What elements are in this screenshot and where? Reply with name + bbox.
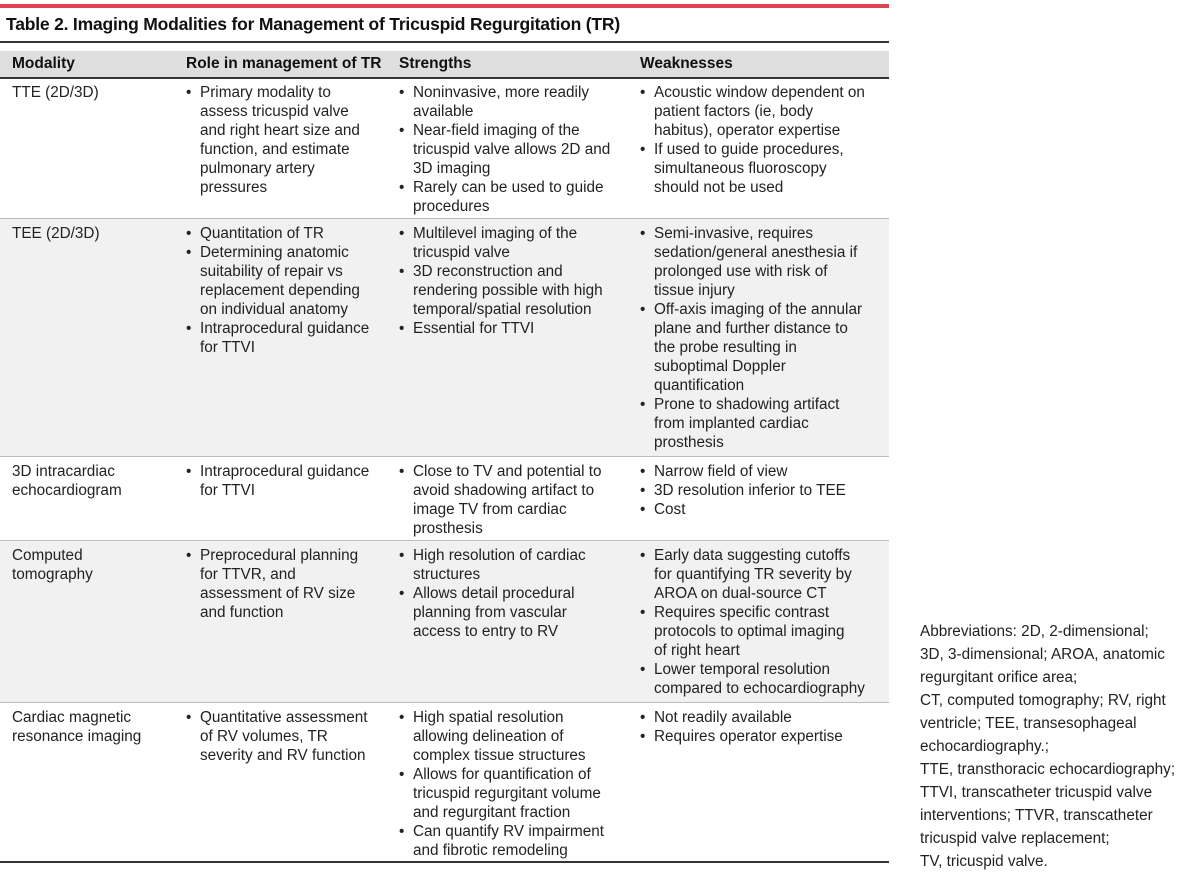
modality-cell: 3D intracardiac echocardiogram [12, 463, 122, 499]
bullet-item: • High resolution of cardiac structures [399, 546, 631, 584]
weaknesses-list [640, 708, 885, 746]
bullet-item: • Determining anatomic suitability of repair vs replacement depending on individual anatomy [186, 243, 391, 319]
strengths-cell [399, 546, 631, 641]
role-list [186, 462, 391, 500]
strengths-cell [399, 83, 631, 216]
bullet-item: • Requires operator expertise [640, 727, 885, 746]
abbreviations-footnote: Abbreviations: 2D, 2-dimensional; 3D, 3-dimensional; AROA, anatomic regurgitant orifice area; CT, computed tomography; RV, right ventricle; TEE, transesophageal echocardiography.; TTE, transthoracic echocardiography; TTVI, transcatheter tricuspid valve interventions; TTVR, transcatheter tricuspid valve replacement; TV, tricuspid valve. [920, 623, 1176, 870]
modality-cell: Cardiac magnetic resonance imaging [12, 709, 142, 745]
column-header-modality: Modality [12, 55, 75, 72]
table-row [0, 541, 889, 702]
bullet-item: • Not readily available [640, 708, 885, 727]
bullet-item: • High spatial resolution allowing delineation of complex tissue structures [399, 708, 631, 765]
strengths-list [399, 546, 631, 641]
role-cell [186, 546, 391, 622]
bullet-item: • Narrow field of view [640, 462, 885, 481]
role-cell [186, 83, 391, 197]
bullet-item: • Allows detail procedural planning from vascular access to entry to RV [399, 584, 631, 641]
bullet-item: • Allows for quantification of tricuspid regurgitant volume and regurgitant fraction [399, 765, 631, 822]
bullet-item: • If used to guide procedures, simultaneous fluoroscopy should not be used [640, 140, 885, 197]
role-list [186, 83, 391, 197]
table-title: Table 2. Imaging Modalities for Management of Tricuspid Regurgitation (TR) [6, 14, 620, 34]
role-cell [186, 462, 391, 500]
modality-cell: TEE (2D/3D) [12, 225, 100, 242]
bullet-item: • Rarely can be used to guide procedures [399, 178, 631, 216]
bullet-item: • Preprocedural planning for TTVR, and assessment of RV size and function [186, 546, 391, 622]
bullet-item: • Acoustic window dependent on patient factors (ie, body habitus), operator expertise [640, 83, 885, 140]
bullet-item: • Cost [640, 500, 885, 519]
strengths-list [399, 708, 631, 860]
column-header-strengths: Strengths [399, 55, 472, 72]
bullet-item: • Early data suggesting cutoffs for quantifying TR severity by AROA on dual-source CT [640, 546, 885, 603]
strengths-list [399, 224, 631, 338]
bullet-item: • Quantitation of TR [186, 224, 391, 243]
bullet-item: • Primary modality to assess tricuspid valve and right heart size and function, and estimate pulmonary artery pressures [186, 83, 391, 197]
weaknesses-cell [640, 708, 885, 746]
bullet-item: • 3D reconstruction and rendering possible with high temporal/spatial resolution [399, 262, 631, 319]
title-accent-bar [0, 4, 889, 8]
strengths-list [399, 83, 631, 216]
bullet-item: • Quantitative assessment of RV volumes, TR severity and RV function [186, 708, 391, 765]
table-bottom-rule [0, 861, 889, 863]
weaknesses-list [640, 546, 885, 698]
bullet-item: • Near-field imaging of the tricuspid valve allows 2D and 3D imaging [399, 121, 631, 178]
table-row [0, 457, 889, 540]
bullet-item: • Intraprocedural guidance for TTVI [186, 462, 391, 500]
bullet-item: • 3D resolution inferior to TEE [640, 481, 885, 500]
modality-cell: Computed tomography [12, 547, 93, 583]
bullet-item: • Noninvasive, more readily available [399, 83, 631, 121]
bullet-item: • Essential for TTVI [399, 319, 631, 338]
table-row [0, 703, 889, 861]
role-list [186, 708, 391, 765]
bullet-item: • Requires specific contrast protocols to optimal imaging of right heart [640, 603, 885, 660]
header-top-rule [0, 41, 889, 43]
bullet-item: • Off-axis imaging of the annular plane and further distance to the probe resulting in suboptimal Doppler quantification [640, 300, 885, 395]
column-header-weaknesses: Weaknesses [640, 55, 733, 72]
table-row [0, 78, 889, 218]
weaknesses-list [640, 83, 885, 197]
strengths-cell [399, 462, 631, 538]
bullet-item: • Lower temporal resolution compared to echocardiography [640, 660, 885, 698]
bullet-item: • Close to TV and potential to avoid shadowing artifact to image TV from cardiac prosthesis [399, 462, 631, 538]
bullet-item: • Prone to shadowing artifact from implanted cardiac prosthesis [640, 395, 885, 452]
bullet-item: • Semi-invasive, requires sedation/general anesthesia if prolonged use with risk of tissue injury [640, 224, 885, 300]
role-list [186, 546, 391, 622]
role-list [186, 224, 391, 357]
table-row [0, 219, 889, 456]
weaknesses-cell [640, 224, 885, 452]
bullet-item: • Can quantify RV impairment and fibrotic remodeling [399, 822, 631, 860]
weaknesses-list [640, 224, 885, 452]
modality-cell: TTE (2D/3D) [12, 84, 99, 101]
weaknesses-cell [640, 546, 885, 698]
strengths-list [399, 462, 631, 538]
bullet-item: • Intraprocedural guidance for TTVI [186, 319, 391, 357]
weaknesses-cell [640, 462, 885, 519]
role-cell [186, 224, 391, 357]
weaknesses-cell [640, 83, 885, 197]
strengths-cell [399, 708, 631, 860]
weaknesses-list [640, 462, 885, 519]
strengths-cell [399, 224, 631, 338]
column-header-role: Role in management of TR [186, 55, 382, 72]
role-cell [186, 708, 391, 765]
bullet-item: • Multilevel imaging of the tricuspid valve [399, 224, 631, 262]
